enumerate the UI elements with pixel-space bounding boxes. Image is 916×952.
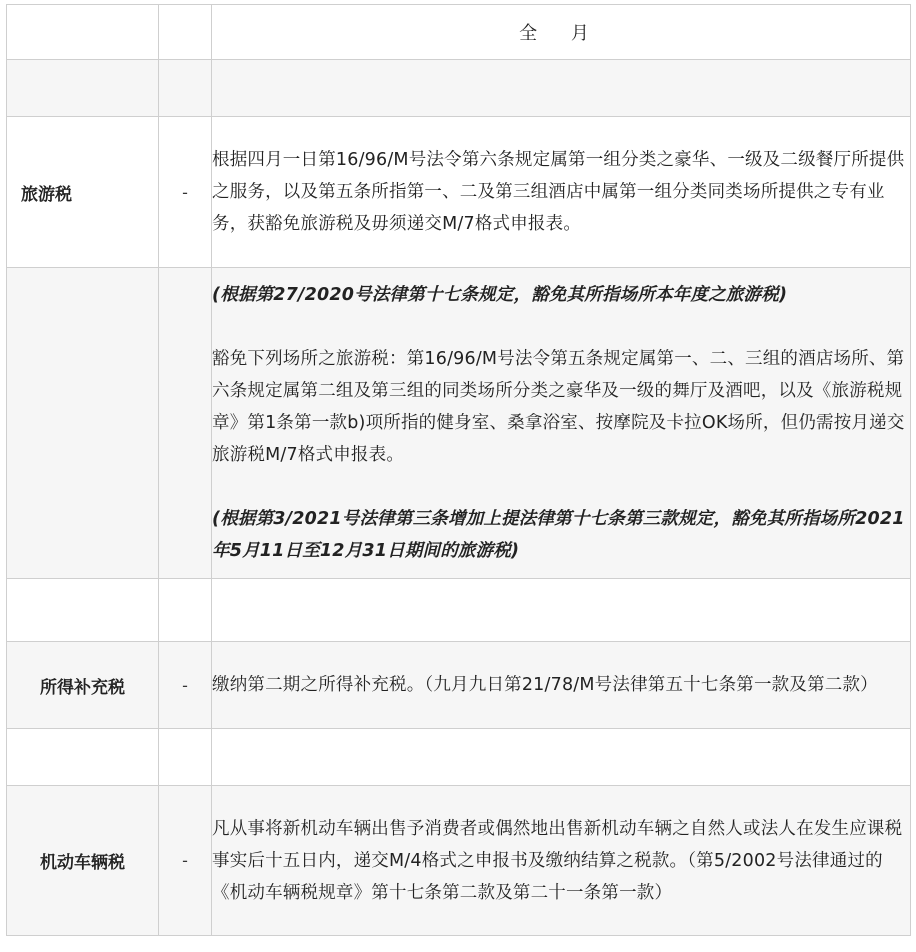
- tax-name: 所得补充税: [7, 642, 159, 729]
- period-header: 全 月: [212, 5, 911, 60]
- table-row-tourism-exemption: [7, 268, 911, 579]
- table-header-row: [7, 5, 911, 60]
- table-row-vehicle-tax: [7, 786, 911, 936]
- exemption-text: 豁免下列场所之旅游税：第16/96/M号法令第五条规定属第一、二、三组的酒店场所、第六条规定属第二组及第三组的同类场所分类之豪华及一级的舞厅及酒吧，以及《旅游税规章》第1条第一款b)项所指的健身室、桑拿浴室、按摩院及卡拉OK场所，但仍需按月递交旅游税M/7格式申报表。: [212, 349, 905, 465]
- description-cell: [212, 117, 911, 268]
- legal-note: (根据第3/2021号法律第三条增加上提法律第十七条第三款规定，豁免其所指场所2021年5月11日至12月31日期间的旅游税): [212, 509, 905, 561]
- description-text: 缴纳第二期之所得补充税。（九月九日第21/78/M号法律第五十七条第一款及第二款）: [212, 675, 878, 695]
- exemption-cell: [212, 268, 911, 579]
- date-cell: -: [159, 786, 212, 936]
- separator-row: [7, 579, 911, 642]
- tax-name: 旅游税: [7, 117, 159, 268]
- table-row-tourism-tax: [7, 117, 911, 268]
- tax-name: 机动车辆税: [7, 786, 159, 936]
- table-row-income-tax: [7, 642, 911, 729]
- description-text: 根据四月一日第16/96/M号法令第六条规定属第一组分类之豪华、一级及二级餐厅所提供之服务，以及第五条所指第一、二及第三组酒店中属第一组分类同类场所提供之专有业务，获豁免旅游税及毋须递交M/7格式申报表。: [212, 150, 905, 234]
- separator-row: [7, 60, 911, 117]
- description-text: 凡从事将新机动车辆出售予消费者或偶然地出售新机动车辆之自然人或法人在发生应课税事实后十五日内，递交M/4格式之申报书及缴纳结算之税款。（第5/2002号法律通过的《机动车辆税规章》第十七条第二款及第二十一条第一款）: [212, 818, 903, 903]
- separator-row: [7, 729, 911, 786]
- empty-cell: [159, 5, 212, 60]
- description-cell: [212, 786, 911, 936]
- description-cell: [212, 642, 911, 729]
- empty-cell: [7, 5, 159, 60]
- tax-calendar-table: [6, 4, 911, 936]
- date-cell: -: [159, 117, 212, 268]
- legal-note: (根据第27/2020号法律第十七条规定，豁免其所指场所本年度之旅游税): [212, 285, 788, 305]
- date-cell: -: [159, 642, 212, 729]
